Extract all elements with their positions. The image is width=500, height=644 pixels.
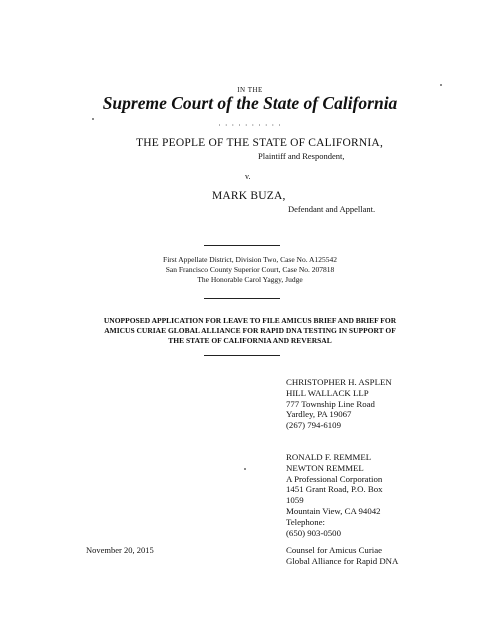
counsel-phone: (650) 903-0500	[286, 527, 341, 538]
divider-rule	[204, 245, 280, 246]
document-title-line: AMICUS CURIAE GLOBAL ALLIANCE FOR RAPID DNA TESTING IN SUPPORT OF	[104, 326, 396, 335]
counsel-firm-type: A Professional Corporation	[286, 473, 383, 484]
scan-speck	[92, 118, 94, 120]
counsel-address: 777 Township Line Road	[286, 398, 375, 409]
lower-court-line: First Appellate District, Division Two, Case No. A125542	[163, 255, 337, 264]
court-name: Supreme Court of the State of California	[102, 93, 398, 113]
defendant-role: Defendant and Appellant.	[288, 204, 376, 214]
defendant-name: MARK BUZA,	[212, 190, 286, 202]
counsel-block-asplen	[286, 377, 392, 431]
caption-separator: · · · · · · · · · ·	[218, 121, 282, 130]
counsel-address: 1059	[286, 495, 304, 506]
counsel-for-line: Counsel for Amicus Curiae	[286, 545, 383, 555]
versus: v.	[245, 172, 251, 181]
counsel-name: RONALD F. REMMEL	[286, 452, 372, 462]
counsel-phone-label: Telephone:	[286, 516, 325, 527]
lower-court-line: San Francisco County Superior Court, Case No. 207818	[165, 265, 335, 274]
counsel-firm: NEWTON REMMEL	[286, 462, 364, 473]
counsel-address: Yardley, PA 19067	[286, 409, 352, 420]
lower-court-info	[0, 255, 500, 285]
counsel-block-remmel	[286, 452, 383, 538]
filing-date: November 20, 2015	[86, 545, 154, 555]
document-title-line: THE STATE OF CALIFORNIA AND REVERSAL	[168, 336, 332, 345]
counsel-for-block	[286, 545, 398, 567]
counsel-for-line: Global Alliance for Rapid DNA	[286, 555, 399, 566]
counsel-address: 1451 Grant Road, P.O. Box	[286, 484, 383, 495]
scan-speck	[440, 84, 442, 86]
counsel-phone: (267) 794-6109	[286, 420, 341, 431]
counsel-address: Mountain View, CA 94042	[286, 505, 381, 516]
counsel-firm: HILL WALLACK LLP	[286, 387, 369, 398]
lower-court-line: The Honorable Carol Yaggy, Judge	[197, 275, 303, 284]
divider-rule	[204, 355, 280, 356]
plaintiff-name: THE PEOPLE OF THE STATE OF CALIFORNIA,	[136, 137, 384, 149]
counsel-name: CHRISTOPHER H. ASPLEN	[286, 377, 392, 387]
scan-speck	[244, 468, 246, 470]
document-title	[0, 316, 500, 346]
in-the-heading: IN THE	[237, 86, 263, 94]
document-title-line: UNOPPOSED APPLICATION FOR LEAVE TO FILE AMICUS BRIEF AND BRIEF FOR	[103, 316, 397, 325]
divider-rule	[204, 298, 280, 299]
plaintiff-role: Plaintiff and Respondent,	[258, 151, 345, 161]
